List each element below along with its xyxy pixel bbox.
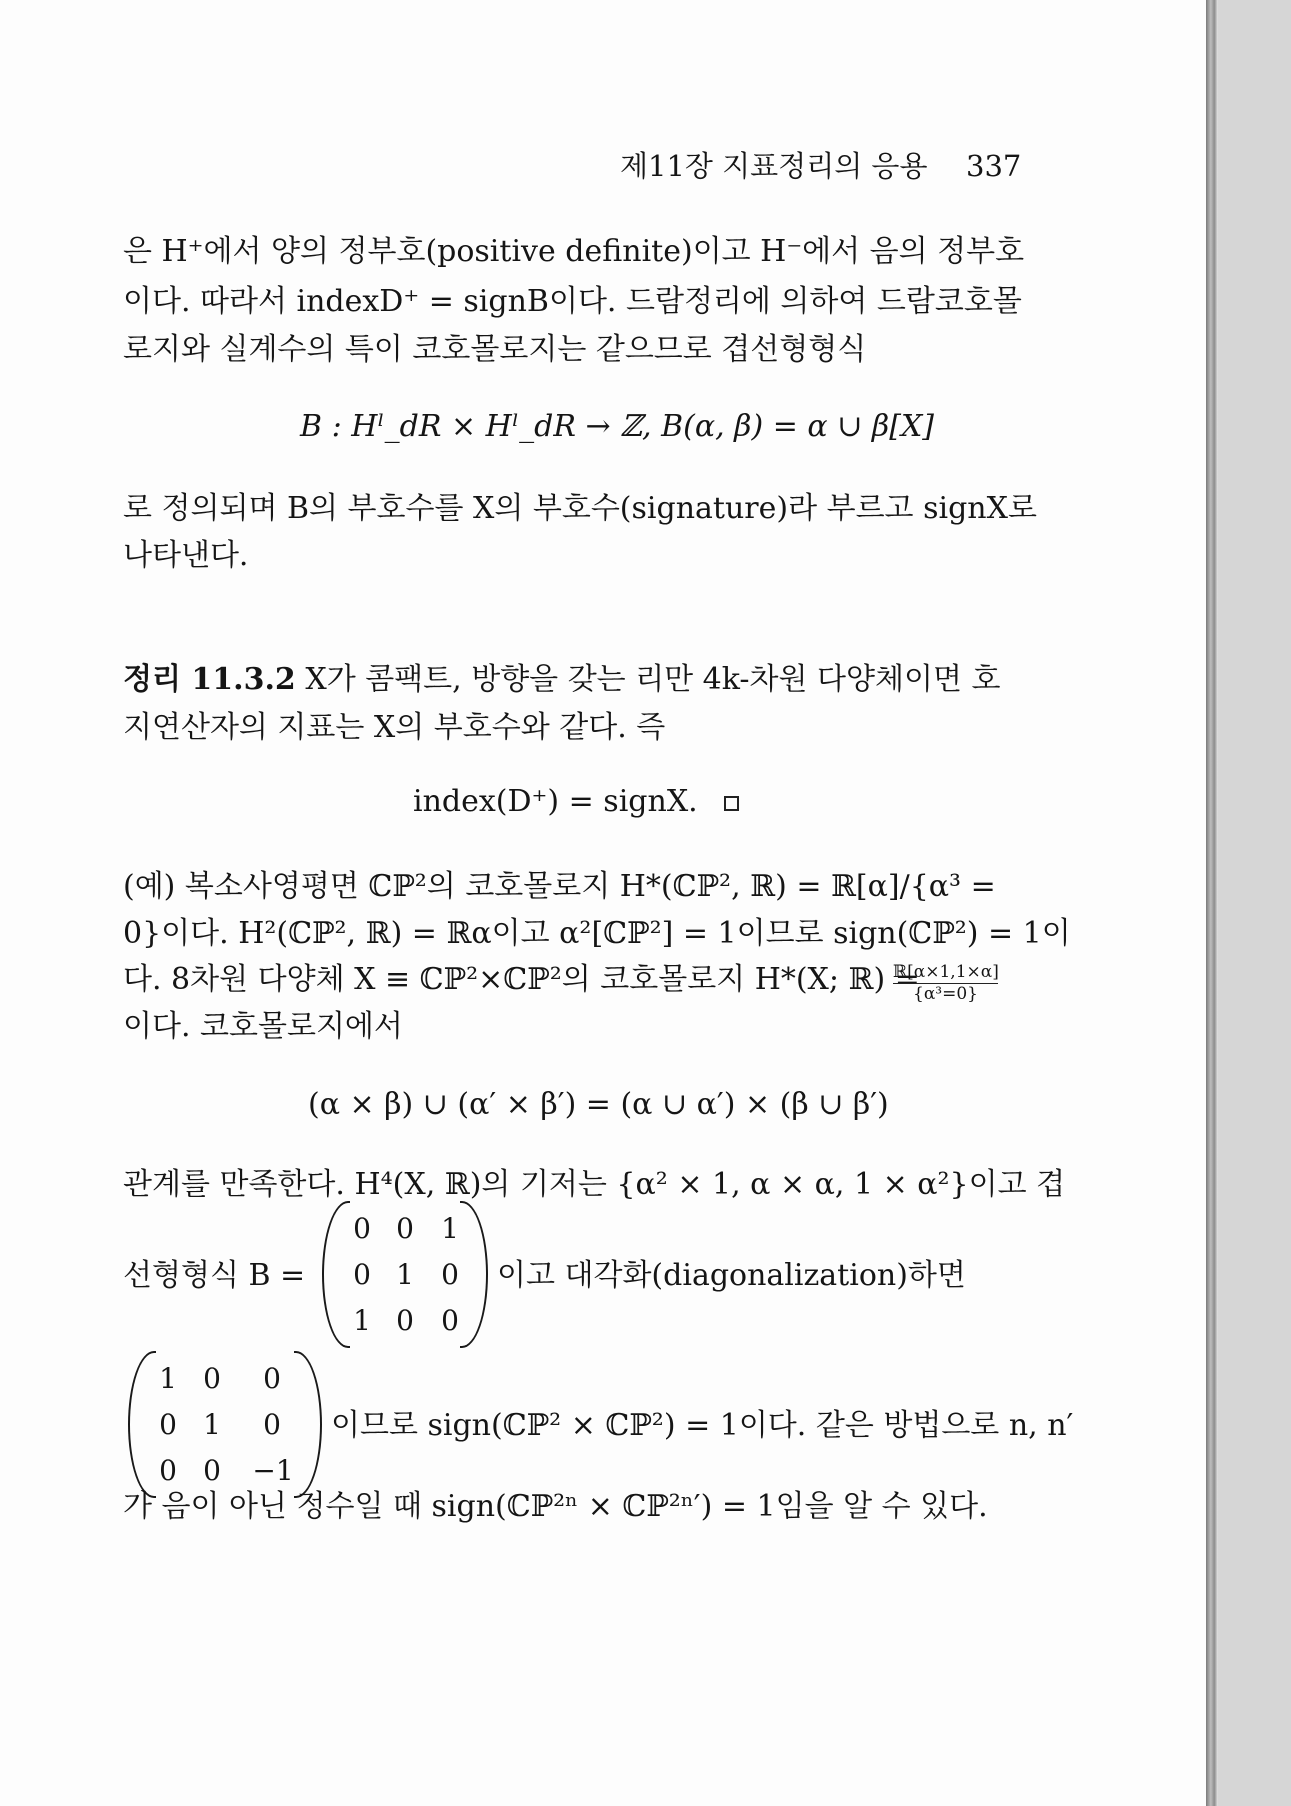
matrix-d-cell: 1: [203, 1408, 221, 1441]
matrix-b-label: 선형형식 B =: [123, 1258, 306, 1293]
display-equation: B : Hˡ_dR × Hˡ_dR → ℤ, B(α, β) = α ∪ β[X]: [300, 409, 934, 444]
matrix-d-cell: 0: [203, 1454, 221, 1487]
theorem-equation-text: index(D⁺) = signX.: [413, 784, 698, 819]
matrix-d-cell: −1: [252, 1454, 294, 1487]
fraction-numerator: ℝ[α×1,1×α]: [893, 962, 999, 982]
matrix-b-tail: 이고 대각화(diagonalization)하면: [497, 1258, 966, 1293]
matrix-b-cell: 1: [441, 1212, 459, 1245]
example-line: (예) 복소사영평면 ℂℙ²의 코호몰로지 H*(ℂℙ², ℝ) = ℝ[α]/{α³ =: [123, 869, 996, 904]
paragraph-line: 이다. 따라서 indexD⁺ = signB이다. 드람정리에 의하여 드람코호몰: [123, 284, 1022, 319]
paragraph-line: 로 정의되며 B의 부호수를 X의 부호수(signature)라 부르고 signX로: [123, 491, 1037, 526]
display-equation: (α × β) ∪ (α′ × β′) = (α ∪ α′) × (β ∪ β′): [308, 1087, 889, 1122]
paragraph-line: 로지와 실계수의 특이 코호몰로지는 같으므로 겹선형형식: [123, 332, 867, 367]
theorem-text: X가 콤팩트, 방향을 갖는 리만 4k-차원 다양체이면 호: [295, 662, 1001, 697]
matrix-b-cell: 0: [396, 1304, 414, 1337]
running-header: 제11장 지표정리의 응용: [620, 149, 928, 183]
example-line: 가 음이 아닌 정수일 때 sign(ℂℙ²ⁿ × ℂℙ²ⁿ′) = 1임을 알 수 있다.: [123, 1489, 988, 1524]
theorem-line: 지연산자의 지표는 X의 부호수와 같다. 즉: [123, 710, 666, 745]
matrix-b-cell: 0: [441, 1258, 459, 1291]
matrix-b-cell: 0: [353, 1258, 371, 1291]
paragraph-line: 은 H⁺에서 양의 정부호(positive definite)이고 H⁻에서 음의 정부호: [123, 234, 1025, 269]
matrix-d-cell: 0: [159, 1454, 177, 1487]
matrix-b-cell: 1: [353, 1304, 371, 1337]
qed-icon: [724, 796, 739, 811]
matrix-d-cell: 0: [159, 1408, 177, 1441]
matrix-b-cell: 0: [441, 1304, 459, 1337]
example-line: 다. 8차원 다양체 X ≡ ℂℙ²×ℂℙ²의 코호몰로지 H*(X; ℝ) =: [123, 962, 920, 997]
fraction-denominator: {α³=0}: [913, 984, 978, 1004]
page-edge: [1206, 0, 1218, 1806]
matrix-d-cell: 0: [263, 1408, 281, 1441]
matrix-d-cell: 0: [203, 1362, 221, 1395]
page-number: 337: [966, 149, 1022, 183]
example-line: 이다. 코호몰로지에서: [123, 1009, 403, 1044]
matrix-b-cell: 0: [396, 1212, 414, 1245]
theorem-label: 정리 11.3.2: [123, 662, 296, 697]
matrix-b-cell: 1: [396, 1258, 414, 1291]
theorem-equation: [413, 784, 739, 819]
matrix-d-tail: 이므로 sign(ℂℙ² × ℂℙ²) = 1이다. 같은 방법으로 n, n′: [331, 1408, 1074, 1443]
matrix-d-cell: 0: [263, 1362, 281, 1395]
matrix-b-cell: 0: [353, 1212, 371, 1245]
paragraph-line: 나타낸다.: [123, 538, 249, 573]
example-line: 0}이다. H²(ℂℙ², ℝ) = ℝα이고 α²[ℂℙ²] = 1이므로 sign(ℂℙ²) = 1이: [123, 916, 1071, 951]
right-paren: [294, 1351, 322, 1498]
example-line: 관계를 만족한다. H⁴(X, ℝ)의 기저는 {α² × 1, α × α, 1 × α²}이고 겹: [123, 1167, 1066, 1202]
matrix-d-cell: 1: [159, 1362, 177, 1395]
fraction: [893, 962, 998, 1004]
theorem-line: [123, 662, 1001, 697]
